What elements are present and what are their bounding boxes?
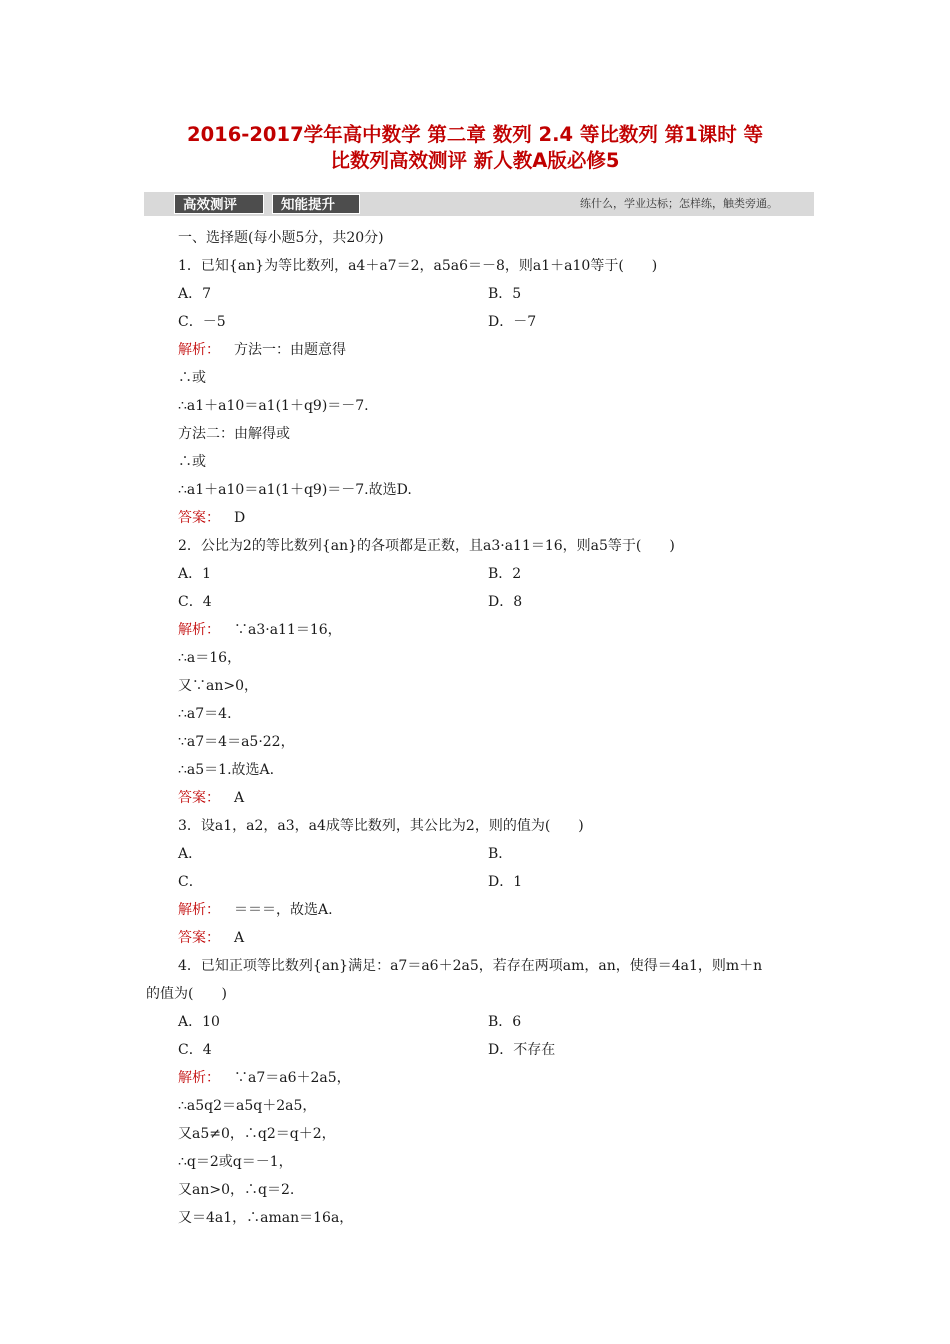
q4-option-a: A．10: [178, 1014, 220, 1030]
q3-option-a: A．: [178, 846, 203, 862]
q2-option-c: C．4: [178, 594, 212, 610]
q1-solution-line-3: ∴a1＋a10＝a1(1＋q9)＝－7.: [178, 398, 369, 414]
q4-option-c: C．4: [178, 1042, 212, 1058]
q2-solution-line-3: 又∵an>0，: [178, 678, 259, 694]
q2-option-a: A．1: [178, 566, 212, 582]
answer-label: 答案：: [178, 510, 220, 526]
q1-option-d: D．－7: [488, 314, 537, 330]
q3-option-d: D．1: [488, 874, 523, 890]
q2-stem: 2．公比为2的等比数列{an}的各项都是正数，且a3·a11＝16，则a5等于( ): [178, 538, 675, 554]
q2-answer-value: A: [234, 790, 245, 806]
q2-answer: [178, 788, 244, 808]
section-banner: [144, 192, 814, 216]
solution-label: 解析：: [178, 902, 220, 918]
q1-stem: 1．已知{an}为等比数列，a4＋a7＝2，a5a6＝－8，则a1＋a10等于( ): [178, 258, 658, 274]
q2-solution-line-5: ∵a7＝4＝a5·22，: [178, 734, 295, 750]
q4-solution-text-1: ∵a7＝a6＋2a5，: [234, 1070, 351, 1086]
q1-solution-line-1: [178, 340, 346, 360]
q2-option-d: D．8: [488, 594, 523, 610]
q2-solution-line-1: [178, 620, 342, 640]
section-heading: 一、选择题(每小题5分，共20分): [178, 230, 384, 246]
q1-answer-value: D: [234, 510, 246, 526]
q3-solution-line-1: [178, 900, 333, 920]
q1-solution-line-2: ∴或: [178, 370, 206, 386]
banner-tag-evaluation: 高效测评: [174, 194, 264, 214]
q3-answer: [178, 928, 244, 948]
q4-solution-line-3: 又a5≠0，∴q2＝q＋2，: [178, 1126, 336, 1142]
q3-solution-text-1: ＝＝＝，故选A.: [234, 902, 333, 918]
q2-solution-line-6: ∴a5＝1.故选A.: [178, 762, 275, 778]
q1-solution-line-6: ∴a1＋a10＝a1(1＋q9)＝－7.故选D.: [178, 482, 412, 498]
q1-answer: [178, 508, 245, 528]
document-title: [120, 122, 830, 174]
title-line-1: 2016-2017学年高中数学 第二章 数列 2.4 等比数列 第1课时 等: [187, 123, 763, 146]
solution-label: 解析：: [178, 1070, 220, 1086]
q1-option-b: B．5: [488, 286, 522, 302]
q4-stem-line-2: 的值为( ): [146, 986, 227, 1002]
q3-stem: 3．设a1，a2，a3，a4成等比数列，其公比为2，则的值为( ): [178, 818, 584, 834]
q2-solution-line-2: ∴a＝16，: [178, 650, 242, 666]
q4-stem-line-1: 4．已知正项等比数列{an}满足：a7＝a6＋2a5，若存在两项am，an，使得＝4a1，则m＋n: [178, 958, 763, 974]
q4-option-d: D．不存在: [488, 1042, 556, 1058]
q3-option-c: C．: [178, 874, 203, 890]
q2-solution-text-1: ∵a3·a11＝16，: [234, 622, 342, 638]
answer-label: 答案：: [178, 790, 220, 806]
banner-tag-improvement: 知能提升: [272, 194, 360, 214]
banner-slogan: 练什么，学业达标；怎样练，触类旁通。: [580, 197, 778, 210]
solution-label: 解析：: [178, 622, 220, 638]
q4-solution-line-4: ∴q＝2或q＝－1，: [178, 1154, 293, 1170]
q3-option-b: B．: [488, 846, 513, 862]
solution-label: 解析：: [178, 342, 220, 358]
q1-solution-text-1: 方法一：由题意得: [234, 342, 346, 358]
q1-solution-line-4: 方法二：由解得或: [178, 426, 290, 442]
q4-option-b: B．6: [488, 1014, 522, 1030]
q2-option-b: B．2: [488, 566, 522, 582]
q1-option-a: A．7: [178, 286, 212, 302]
q4-solution-line-1: [178, 1068, 351, 1088]
q4-solution-line-2: ∴a5q2＝a5q＋2a5，: [178, 1098, 317, 1114]
q3-answer-value: A: [234, 930, 245, 946]
q1-option-c: C．－5: [178, 314, 226, 330]
q2-solution-line-4: ∴a7＝4.: [178, 706, 232, 722]
q4-solution-line-5: 又an>0，∴q＝2.: [178, 1182, 295, 1198]
q1-solution-line-5: ∴或: [178, 454, 206, 470]
title-line-2: 比数列高效测评 新人教A版必修5: [330, 149, 620, 172]
answer-label: 答案：: [178, 930, 220, 946]
q4-solution-line-6: 又＝4a1，∴aman＝16a，: [178, 1210, 354, 1226]
